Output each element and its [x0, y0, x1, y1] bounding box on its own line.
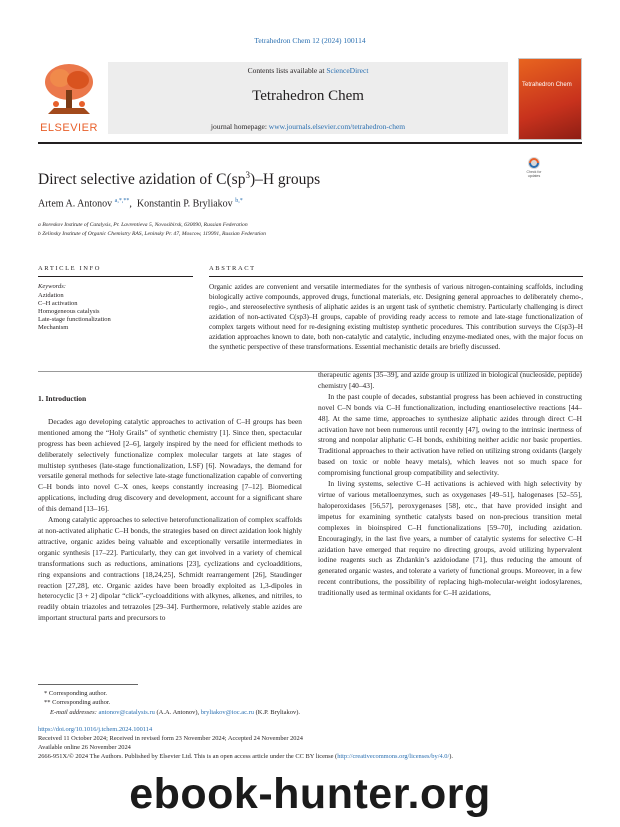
info-rule [38, 276, 193, 277]
abstract-heading: ABSTRACT [209, 265, 256, 272]
abstract-rule [209, 276, 583, 277]
doi-link[interactable] [38, 726, 152, 735]
affiliation-a: a Boreskov Institute of Catalysis, Pr. Lavrentieva 5, Novosibirsk, 630090, Russian Federation [38, 222, 248, 228]
doi-text[interactable]: https://doi.org/10.1016/j.tchem.2024.100114 [38, 726, 153, 733]
homepage-link[interactable]: www.journals.elsevier.com/tetrahedron-chem [268, 122, 406, 131]
title-superscript: 3 [245, 170, 250, 180]
section-heading-introduction: 1. Introduction [38, 394, 87, 403]
elsevier-wordmark: ELSEVIER [40, 122, 98, 134]
abstract-text: Organic azides are convenient and versatile intermediates for the synthesis of various nitrogen-containing scaffolds, including biologically active compounds, approved drugs, functional materials, etc. Designing general approaches to deliberately chemo-, regio-, and stereoselective synthesis of aliphatic azides is an urgent task of synthetic chemistry. Particularly challenging is direct azidation of non-activated C(sp3)–H groups, capable of providing ready access to remote and late-stage functionalization of complex targets without need for re-designing existing multistep synthetic procedures. This contribution surveys the C(sp3)–H azidation approaches known to date, both non-catalytic and catalytic, including enzyme-mediated ones, with the major focus on the synthetic perspective of these transformations. Essential mechanistic details are briefly discussed. [209, 283, 583, 351]
homepage-prefix: journal homepage: [210, 122, 269, 131]
journal-cover-image[interactable] [518, 58, 582, 140]
homepage-line [108, 122, 508, 131]
email2-owner: (K.P. Bryliakov). [254, 709, 301, 716]
body-paragraph: In living systems, selective C–H activations is achieved with high selectivity by virtue of various metalloenzymes, such as oxygenases [49–51], halogenases [52–55], haloperoxidases [56,57], peroxygenases [58], etc., that have provided insight and impetus for examining synthetic catalysts based on non-precious transition metal complexes in bioinspired C–H functionalizations [59–70], including azidation. Encouragingly, in the last five years, a number of catalytic systems for selective C–H azidation have emerged that require no directing groups, avoid utilizing hypervalent iodine reagents such as Zhdankin’s azidoiodane [71], thus reducing the amount of generated organic wastes, and tolerate a variety of functional groups. Moreover, in a few recent contributions, the possibility of replacing high-molecular-weight iodosylarenes, traditionally used as terminal oxidants for C–H azidations, [318, 479, 582, 598]
corresponding-author-1: * Corresponding author. [44, 690, 108, 697]
contents-prefix: Contents lists available at [247, 66, 327, 75]
email-line [50, 708, 300, 717]
author1-affil-marks[interactable]: a,*,** [114, 198, 130, 204]
license-prefix: 2666-951X/© 2024 The Authors. Published by Elsevier Ltd. This is an open access article under the CC BY license ( [38, 753, 338, 760]
keyword-item: Mechanism [38, 324, 69, 331]
author-bryliakov[interactable]: Konstantin P. Bryliakov [136, 198, 233, 210]
sciencedirect-link[interactable]: ScienceDirect [326, 66, 369, 75]
contents-line [108, 66, 508, 75]
left-column [38, 394, 302, 624]
elsevier-tree-logo [38, 60, 100, 118]
title-part-2: )–H groups [249, 171, 321, 189]
available-online: Available online 26 November 2024 [38, 744, 131, 751]
check-for-updates-label: Check for updates [526, 170, 542, 178]
affiliation-b: b Zelinsky Institute of Organic Chemistry RAS, Leninsky Pr. 47, Moscow, 119991, Russian Federation [38, 231, 266, 237]
corresponding-author-2: ** Corresponding author. [44, 699, 111, 706]
keyword-item: Late-stage functionalization [38, 316, 111, 323]
email-link-antonov[interactable]: antonov@catalysis.ru [98, 709, 155, 716]
body-paragraph: In the past couple of decades, substantial progress has been achieved in constructing novel C–N bonds via C–H functionalization, including enantioselective reactions [44–48]. At the same time, approaches to synthesize aliphatic azides through direct C–H activation have not been numerous until recently [47], owing to the intrinsic inertness of strong and nonpolar aliphatic C–H bonds, exhibiting neither acidic nor basic properties. Traditional approaches to their activation have relied on utilizing strong oxidants (largely based on toxic or noble heavy metals), which leaves not so much space for compromising functional group compatibility and selectivity. [318, 391, 582, 478]
license-suffix: ). [449, 753, 453, 760]
author-line: Artem A. Antonov $^{a,*,**}$, Konstantin P. Bryliakov $^{b,*}$ [38, 198, 243, 210]
license-link[interactable]: http://creativecommons.org/licenses/by/4.0/ [337, 753, 450, 760]
email1-owner: (A.A. Antonov), [154, 709, 201, 716]
body-paragraph: therapeutic agents [35–39], and azide group is utilized in biological (nucleoside, peptide) chemistry [40–43]. [318, 370, 582, 390]
body-paragraph: Decades ago developing catalytic approaches to activation of C–H groups has been mentioned among the “Holy Grails” of synthetic chemistry [1]. Since then, spectacular progress has been achieved [2–6], largely inspired by the need for efficient methods to deliberately selectively functionalize complex molecular targets at late stages of multistep syntheses (late-stage functionalization, LSF) [6]. Nowadays, the demand for versatile general methods for selective late-stage functionalization capable of converting C–H bonds into novel C–X ones, keeps constantly increasing [7–12]. Biomedical applications, including drug discovery and development, account for a significant share of this demand [13–16]. [38, 416, 302, 514]
header-rule [38, 142, 582, 144]
footnote-rule [38, 684, 138, 685]
keyword-item: Homogeneous catalysis [38, 308, 100, 315]
email-link-bryliakov[interactable]: bryliakov@ioc.ac.ru [200, 709, 255, 716]
article-info-heading: ARTICLE INFO [38, 265, 102, 272]
right-column-text [318, 370, 582, 599]
email-label: E-mail addresses: [50, 709, 99, 716]
watermark-text: ebook-hunter.org [129, 770, 491, 818]
journal-title: Tetrahedron Chem [252, 88, 364, 104]
keywords-label: Keywords: [38, 283, 66, 290]
license-line [38, 753, 598, 762]
keyword-item: C–H activation [38, 300, 78, 307]
body-paragraph: Among catalytic approaches to selective heterofunctionalization of complex scaffolds at non-activated aliphatic C–H bonds, the strategies based on direct azidation look highly attractive, organic azides being valuable and exceptionally versatile intermediates in organic synthesis [17–22]. Particularly, they can get involved in a variety of chemical transformations such as reductions, aminations [23], cyclizations and cycloadditions, ring expansions and contractions [18,24,25], Schmidt rearrangement [26], Staudinger reaction [27,28], etc. Organic azides have been broadly exploited as 1,3-dipoles in heterocyclic [3 + 2] dipolar “click”-cycloadditions with alkynes, alkenes, and nitriles, to readily obtain triazoles and tetrazoles [29–34]. Furthermore, relatively stable azides are important structural parts and precursors to [38, 515, 302, 623]
keyword-item: Azidation [38, 292, 64, 299]
journal-reference[interactable]: Tetrahedron Chem 12 (2024) 100114 [254, 36, 366, 45]
cover-title: Tetrahedron Chem [522, 82, 572, 88]
received-dates: Received 11 October 2024; Received in revised form 23 November 2024; Accepted 24 November 2024 [38, 735, 303, 742]
title-part-1: Direct selective azidation of C(sp [38, 171, 246, 189]
author-antonov[interactable]: Artem A. Antonov [38, 198, 113, 210]
author2-affil-marks[interactable]: b,* [235, 198, 243, 204]
article-title [38, 170, 320, 189]
